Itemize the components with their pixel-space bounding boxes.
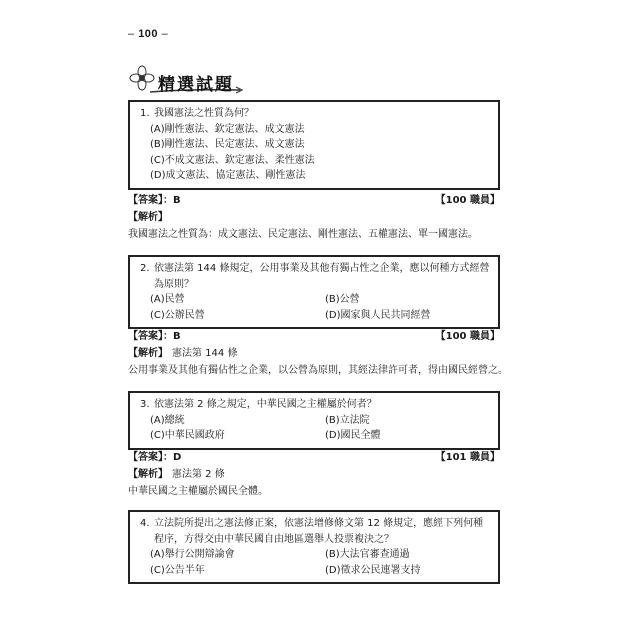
answer: 【答案】：B — [128, 331, 181, 342]
question-box-4 — [128, 510, 500, 584]
option-grid — [140, 413, 490, 444]
question-stem: 立法院所提出之憲法修正案，依憲法增修條文第 12 條規定，應經下列何種程序，方得交由中華民國自由地區選舉人投票複決之？ — [154, 518, 484, 545]
explanation-label-2 — [128, 344, 237, 359]
option-d: (D)成文憲法、協定憲法、剛性憲法 — [150, 170, 306, 181]
explanation-heading: 【解析】 — [128, 469, 168, 480]
answer-line-2 — [128, 327, 500, 342]
option-d: (D)國家與人民共同經營 — [325, 309, 431, 321]
page-number-suffix: – — [161, 28, 169, 40]
explanation-text-2: 公用事業及其他有獨佔性之企業，以公營為原則，其經法律許可者，得由國民經營之。 — [128, 365, 508, 376]
option-c: (C)公辦民營 — [150, 309, 205, 321]
option-list — [140, 122, 490, 184]
option-a: (A)剛性憲法、欽定憲法、成文憲法 — [150, 123, 305, 135]
option-b: (B)剛性憲法、民定憲法、成文憲法 — [150, 139, 305, 150]
option-b: (B)立法院 — [325, 414, 370, 426]
option-grid — [140, 292, 490, 323]
answer: 【答案】：D — [128, 452, 182, 463]
answer-source: 【100 職員】 — [435, 331, 500, 342]
explanation-reference: 憲法第 2 條 — [172, 469, 225, 480]
question-box-3 — [128, 391, 500, 450]
answer-source: 【100 職員】 — [435, 195, 500, 206]
question-box-2 — [128, 255, 500, 329]
answer-line-1 — [128, 191, 500, 206]
option-b: (B)大法官審查通過 — [325, 549, 410, 560]
section-banner — [128, 62, 248, 98]
option-b: (B)公營 — [325, 294, 360, 305]
option-a: (A)舉行公開辯論會 — [150, 549, 235, 560]
page-number — [128, 28, 168, 40]
option-a: (A)總統 — [150, 414, 185, 426]
flower-icon — [130, 66, 154, 90]
option-d: (D)國民全體 — [325, 430, 381, 441]
question-number: 3. — [140, 399, 150, 410]
option-d: (D)徵求公民連署支持 — [325, 564, 421, 576]
question-number: 1. — [140, 108, 150, 119]
question-box-1 — [128, 100, 500, 190]
explanation-label-3 — [128, 465, 225, 480]
explanation-label-1 — [128, 208, 168, 223]
option-c: (C)中華民國政府 — [150, 430, 225, 441]
explanation-text-3: 中華民國之主權屬於國民全體。 — [128, 486, 268, 497]
question-stem: 依憲法第 2 條之規定，中華民國之主權屬於何者？ — [154, 399, 377, 410]
question-stem: 依憲法第 144 條規定，公用事業及其他有獨占性之企業，應以何種方式經營為原則？ — [154, 263, 490, 290]
section-title: 精選試題 — [158, 75, 234, 95]
option-c: (C)不成文憲法、欽定憲法、柔性憲法 — [150, 154, 315, 166]
explanation-heading: 【解析】 — [128, 212, 168, 223]
explanation-heading: 【解析】 — [128, 348, 168, 359]
page-number-prefix: – — [128, 28, 135, 40]
question-stem: 我國憲法之性質為何？ — [154, 108, 254, 119]
option-a: (A)民營 — [150, 294, 185, 305]
explanation-reference: 憲法第 144 條 — [172, 348, 238, 359]
page-number-value: 100 — [138, 28, 159, 40]
answer-source: 【101 職員】 — [435, 452, 500, 463]
question-number: 4. — [140, 518, 150, 529]
question-number: 2. — [140, 263, 150, 274]
option-c: (C)公告半年 — [150, 564, 205, 576]
answer-line-3 — [128, 448, 500, 463]
answer: 【答案】：B — [128, 195, 181, 206]
explanation-text-1: 我國憲法之性質為：成文憲法、民定憲法、剛性憲法、五權憲法、單一國憲法。 — [128, 229, 478, 240]
option-grid — [140, 547, 490, 578]
